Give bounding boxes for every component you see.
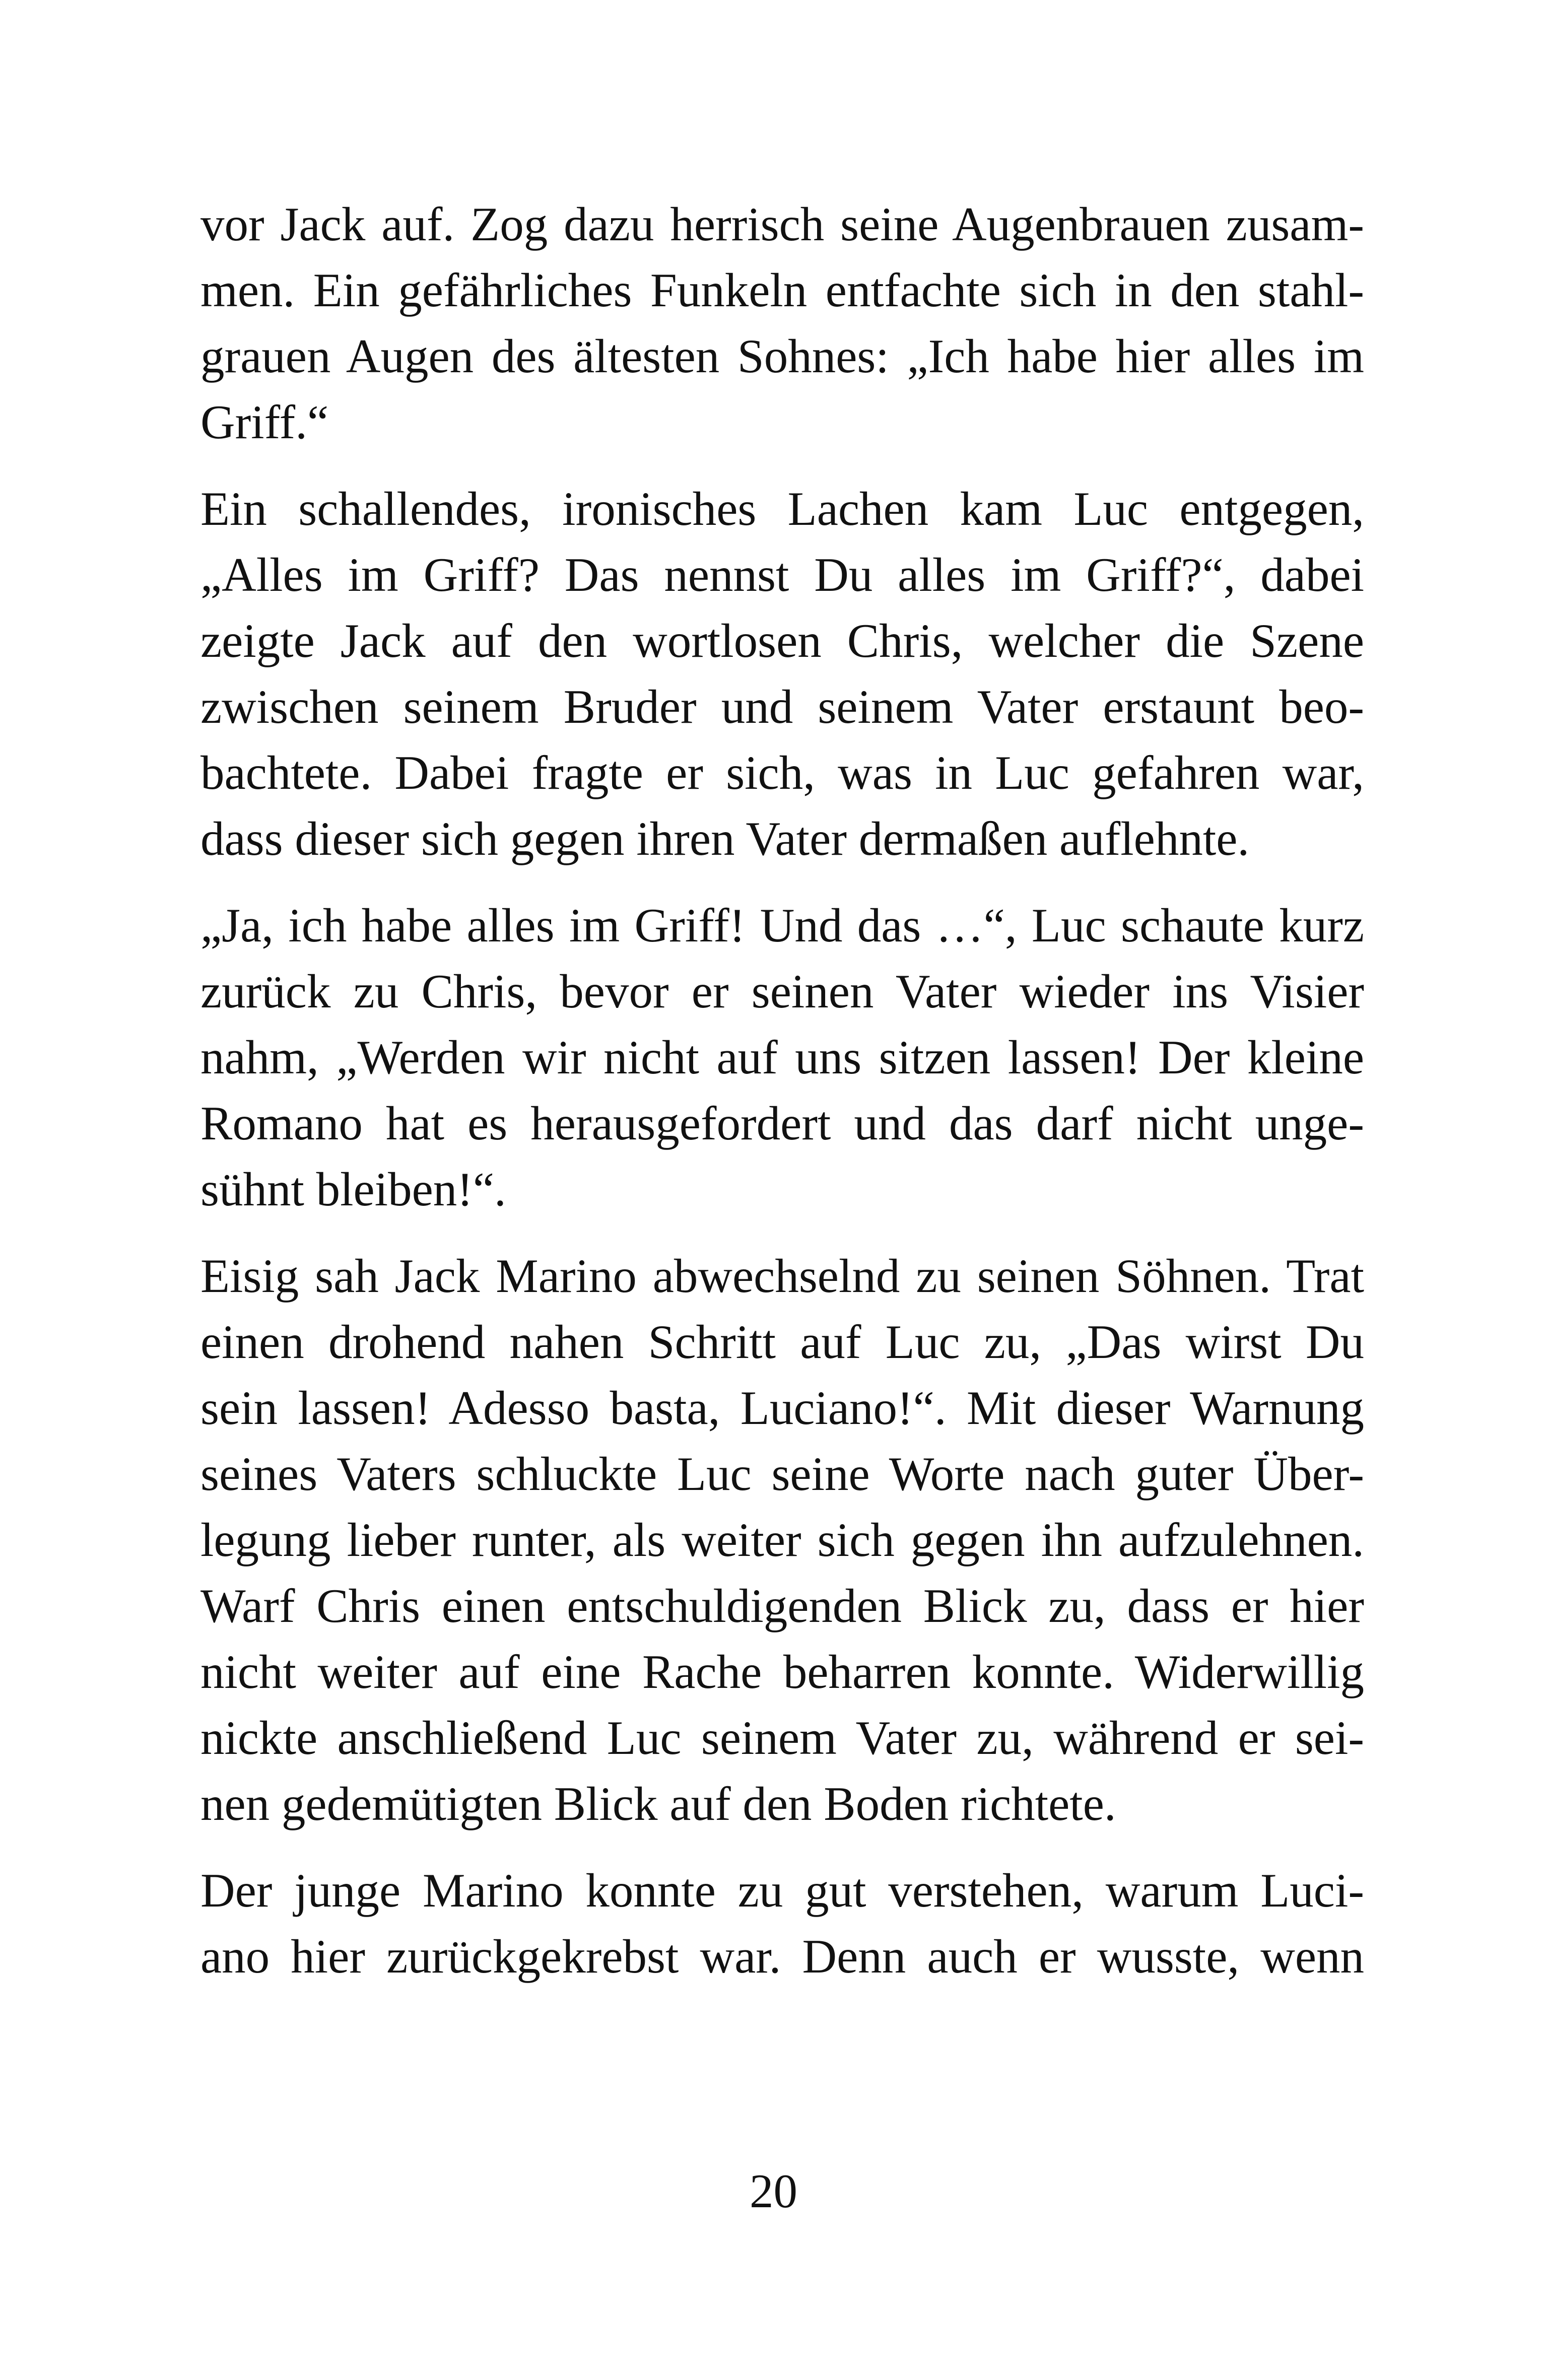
text-line: „Ja, ich habe alles im Griff! Und das …“, Luc schaute kurz (200, 899, 1364, 952)
text-line: vor Jack auf. Zog dazu herrisch seine Augenbrauen zusam- (200, 197, 1364, 251)
text-line: bachtete. Dabei fragte er sich, was in Luc gefahren war, (200, 746, 1364, 799)
body-text (200, 191, 1364, 2010)
text-line: Ein schallendes, ironisches Lachen kam Luc entgegen, (200, 482, 1364, 535)
paragraph (200, 893, 1364, 1222)
text-line: nickte anschließend Luc seinem Vater zu, während er sei- (200, 1711, 1364, 1764)
text-line: sühnt bleiben!“. (200, 1163, 506, 1216)
text-line: men. Ein gefährliches Funkeln entfachte sich in den stahl- (200, 263, 1364, 317)
text-line: legung lieber runter, als weiter sich gegen ihn aufzulehnen. (200, 1513, 1364, 1567)
text-line: zeigte Jack auf den wortlosen Chris, welcher die Szene (200, 614, 1364, 667)
text-line: Griff.“ (200, 395, 329, 449)
text-line: dass dieser sich gegen ihren Vater dermaßen auflehnte. (200, 812, 1250, 865)
text-line: sein lassen! Adesso basta, Luciano!“. Mit dieser Warnung (200, 1381, 1364, 1435)
text-line: zurück zu Chris, bevor er seinen Vater wieder ins Visier (200, 965, 1364, 1018)
paragraph (200, 1243, 1364, 1837)
paragraph (200, 1858, 1364, 1990)
text-line: Der junge Marino konnte zu gut verstehen, warum Luci- (200, 1864, 1364, 1917)
text-line: einen drohend nahen Schritt auf Luc zu, „Das wirst Du (200, 1315, 1364, 1369)
text-line: „Alles im Griff? Das nennst Du alles im Griff?“, dabei (200, 548, 1364, 601)
text-line: Romano hat es herausgefordert und das darf nicht unge- (200, 1097, 1364, 1150)
text-line: zwischen seinem Bruder und seinem Vater erstaunt beo- (200, 680, 1364, 733)
text-line: Warf Chris einen entschuldigenden Blick zu, dass er hier (200, 1579, 1364, 1633)
paragraph (200, 191, 1364, 455)
page-number: 20 (750, 2164, 797, 2218)
text-line: nen gedemütigten Blick auf den Boden richtete. (200, 1777, 1116, 1830)
text-line: Eisig sah Jack Marino abwechselnd zu seinen Söhnen. Trat (200, 1249, 1364, 1303)
paragraph (200, 476, 1364, 872)
text-line: nahm, „Werden wir nicht auf uns sitzen lassen! Der kleine (200, 1031, 1364, 1084)
text-line: nicht weiter auf eine Rache beharren konnte. Widerwillig (200, 1645, 1364, 1698)
text-line: seines Vaters schluckte Luc seine Worte nach guter Über- (200, 1447, 1364, 1501)
text-line: ano hier zurückgekrebst war. Denn auch er wusste, wenn (200, 1930, 1364, 1983)
text-line: grauen Augen des ältesten Sohnes: „Ich habe hier alles im (200, 329, 1364, 383)
